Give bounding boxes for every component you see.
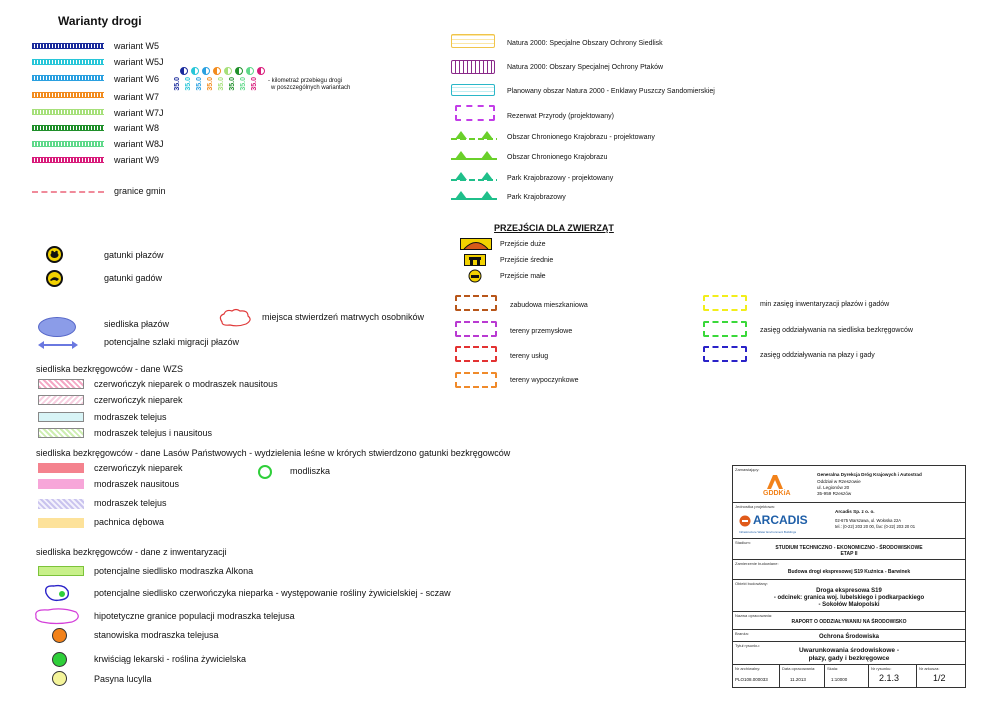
amphibian-habitat-icon (38, 317, 76, 337)
drawing-title-line2: płazy, gady i bezkręgowce (808, 655, 890, 662)
natura-label-6: Park Krajobrazowy - projektowany (507, 175, 614, 182)
pasyna-icon (52, 671, 67, 686)
inv-label-5: Pasyna lucylla (94, 674, 152, 684)
inv-blob-icon (42, 583, 72, 603)
lp-label-1: modraszek nausitous (94, 479, 180, 489)
natura-label-0: Natura 2000: Specjalne Obszary Ochrony Siedlisk (507, 40, 663, 47)
zone-label-0: zabudowa mieszkaniowa (510, 302, 588, 309)
range-swatch-2 (703, 346, 747, 362)
crossings-title: PRZEJŚCIA DLA ZWIERZĄT (494, 223, 614, 233)
variant-label-w5: wariant W5 (114, 41, 160, 51)
stadium-line2: ETAP II (840, 551, 858, 557)
tb-study: Nazwa opracowania: RAPORT O ODDZIAŁYWANIU NA ŚRODOWISKO (733, 612, 965, 630)
archive-number: PLO108.000033 (735, 677, 768, 682)
km-note-line2: w poszczególnych wariantach (271, 85, 351, 91)
variant-line-w7 (32, 92, 104, 98)
tb-designer: Jednostka projektowa: ARCADIS Infrastructure Water Environment Buildings Arcadis Sp. z o. o. 02-675 Warszawa, ul. Wołoska 22A tel.: (0-22) 203 20 00, fax: (0-22) 203 20 01 (733, 503, 965, 539)
crossing-small-icon (468, 269, 482, 283)
natura-label-2: Planowany obszar Natura 2000 - Enklawy Puszczy Sandomierskiej (507, 88, 715, 95)
variant-line-w5j (32, 59, 104, 65)
wzs-swatch-1 (38, 395, 84, 405)
telejus-site-icon (52, 628, 67, 643)
zone-swatch-3 (455, 372, 497, 388)
km-value: 35.0 (251, 77, 258, 91)
amphibian-icon (46, 246, 63, 263)
variant-label-w7j: wariant W7J (114, 108, 164, 118)
km-value: 35.0 (207, 77, 214, 91)
km-dot-icon (235, 67, 243, 75)
mating-label: miejsca stwierdzeń matrwych osobników (262, 312, 425, 322)
mating-cloud-icon (218, 308, 254, 328)
wzs-label-3: modraszek telejus i nausitous (94, 428, 213, 438)
tb-object: Obiekt budowlany: Droga ekspresowa S19 - odcinek: granica woj. lubelskiego i podkarpackiego - Sokołów Małopolski (733, 580, 965, 612)
zone-swatch-0 (455, 295, 497, 311)
tb-branch: Branża: Ochrona Środowiska (733, 630, 965, 642)
inv-label-3: stanowiska modraszka telejusa (94, 630, 219, 640)
amphibian-habitat-label: siedliska płazów (104, 319, 170, 329)
km-dot-icon (246, 67, 254, 75)
variant-line-w9 (32, 157, 104, 163)
sheet-number: 1/2 (933, 673, 946, 683)
arcadis-tel: tel.: (0-22) 203 20 00, fax: (0-22) 203 20 01 (835, 524, 916, 529)
inv-label-4: krwiściąg lekarski - roślina żywicielska (94, 654, 247, 664)
km-value: 35.0 (185, 77, 192, 91)
variant-label-w6: wariant W6 (114, 74, 160, 84)
km-value: 35.0 (196, 77, 203, 91)
crossing-label-2: Przejście małe (500, 273, 546, 280)
migration-arrow-icon (38, 340, 78, 350)
date-value: 11.2013 (790, 677, 806, 682)
wzs-swatch-2 (38, 412, 84, 422)
amphibian-label: gatunki płazów (104, 250, 164, 260)
km-dot-icon (180, 67, 188, 75)
inv-label-2: hipotetyczne granice populacji modraszka telejusa (94, 611, 295, 621)
lp-swatch-3 (38, 518, 84, 528)
inv-swatch-0 (38, 566, 84, 576)
km-value: 35.0 (229, 77, 236, 91)
range-swatch-0 (703, 295, 747, 311)
zone-label-2: tereny usług (510, 353, 549, 360)
reptile-icon (46, 270, 63, 287)
variant-label-w7: wariant W7 (114, 92, 160, 102)
natura-label-3: Rezerwat Przyrody (projektowany) (507, 113, 614, 120)
range-label-1: zasięg oddziaływania na siedliska bezkręgowców (760, 327, 913, 334)
crossing-medium-icon (464, 254, 486, 266)
drawing-title-line1: Uwarunkowania środowiskowe - (798, 647, 900, 654)
natura-label-7: Park Krajobrazowy (507, 194, 566, 201)
km-dot-icon (224, 67, 232, 75)
reptile-label: gatunki gadów (104, 273, 163, 283)
project-name: Budowa drogi ekspresowej S19 Kuźnica - Barwinek (787, 569, 911, 575)
gddkia-logo-icon (763, 473, 785, 489)
arcadis-addr: 02-675 Warszawa, ul. Wołoska 22A (835, 518, 902, 523)
lp-label-2: modraszek telejus (94, 498, 167, 508)
crossing-label-1: Przejście średnie (500, 257, 554, 264)
zone-label-3: tereny wypoczynkowe (510, 377, 579, 384)
lp-label-0: czerwończyk nieparek (94, 463, 183, 473)
ock-icon (451, 148, 497, 160)
arcadis-name: Arcadis Sp. z o. o. (835, 509, 875, 514)
lp-swatch-0 (38, 463, 84, 473)
gddkia-addr2: ul. Legionów 20 (817, 485, 850, 490)
km-note-line1: - kilometraż przebiegu drogi (268, 78, 343, 84)
footer-cell-sheet: Nr arkusza: 1/2 (919, 666, 946, 683)
natura-oso-swatch (451, 60, 495, 74)
tb-stadium: Stadium: STUDIUM TECHNICZNO - EKONOMICZNO - ŚRODOWISKOWE ETAP II (733, 539, 965, 560)
title-block (732, 465, 966, 688)
crossing-label-0: Przejście duże (500, 241, 546, 248)
tb-drawing-title: Tytuł rysunku: Uwarunkowania środowiskowe - płazy, gady i bezkręgowce (733, 642, 965, 665)
lp-label-3: pachnica dębowa (94, 517, 165, 527)
wzs-swatch-0 (38, 379, 84, 389)
modliszka-label: modliszka (290, 466, 331, 476)
variant-line-w8 (32, 125, 104, 131)
gddkia-addr3: 35-959 Rzeszów (817, 491, 852, 496)
range-swatch-1 (703, 321, 747, 337)
arcadis-logo-icon (739, 515, 751, 527)
wzs-swatch-3 (38, 428, 84, 438)
migration-label: potencjalne szlaki migracji płazów (104, 337, 240, 347)
gddkia-name: Generalna Dyrekcja Dróg Krajowych i Autostrad (817, 472, 922, 477)
object-line2: - odcinek: granica woj. lubelskiego i podkarpackiego (773, 595, 925, 601)
natura-label-4: Obszar Chronionego Krajobrazu - projektowany (507, 134, 655, 141)
footer-cell-archive: Nr archiwalny: PLO108.000033 (733, 665, 780, 687)
object-line1: Droga ekspresowa S19 (816, 588, 882, 594)
footer-cell-date: Data opracowania: 11.2013 (780, 665, 825, 687)
legend-title: Warianty drogi (58, 14, 142, 28)
inv-label-0: potencjalne siedlisko modraszka Alkona (94, 566, 254, 576)
footer-cell-drawing-no: Nr rysunku: 2.1.3 (869, 665, 917, 687)
variant-line-w5 (32, 43, 104, 49)
object-line3: - Sokołów Małopolski (818, 602, 880, 608)
natura-planned-swatch (451, 84, 495, 96)
gddkia-addr1: Oddział w Rzeszowie (817, 479, 861, 484)
lp-title: siedliska bezkręgowców - dane Lasów Państwowych - wydzielenia leśne w krórych stwierdzono gatunki bezkręgowców (36, 448, 511, 458)
zone-swatch-1 (455, 321, 497, 337)
km-dot-icon (202, 67, 210, 75)
arcadis-tag: Infrastructure Water Environment Buildings (739, 530, 797, 534)
study-name: RAPORT O ODDZIAŁYWANIU NA ŚRODOWISKO (791, 619, 907, 625)
variant-line-w6 (32, 75, 104, 81)
branch-name: Ochrona Środowiska (818, 634, 879, 640)
zone-label-1: tereny przemysłowe (510, 328, 573, 335)
crossing-large-icon (460, 238, 492, 250)
park-icon (451, 188, 497, 200)
natura-soo-swatch (451, 34, 495, 48)
park-projected-icon (451, 169, 497, 181)
wzs-label-2: modraszek telejus (94, 412, 167, 422)
tb-footer (733, 665, 965, 687)
ock-projected-icon (451, 128, 497, 140)
lp-swatch-1 (38, 479, 84, 489)
inv-label-1: potencjalne siedlisko czerwończyka nieparka - występowanie rośliny żywicielskiej - sczaw (94, 588, 451, 598)
km-dot-icon (257, 67, 265, 75)
variant-label-w9: wariant W9 (114, 155, 160, 165)
inv-boundary-icon (32, 606, 82, 626)
krwisciag-icon (52, 652, 67, 667)
variant-label-w8: wariant W8 (114, 123, 160, 133)
tb-investor: Zamawiający: GDDKiA Generalna Dyrekcja Dróg Krajowych i Autostrad Oddział w Rzeszowie ul. Legionów 20 35-959 Rzeszów (733, 466, 965, 503)
lp-swatch-2 (38, 499, 84, 509)
drawing-number: 2.1.3 (879, 673, 900, 683)
km-dot-icon (191, 67, 199, 75)
modliszka-icon (258, 465, 272, 479)
wzs-title: siedliska bezkręgowców - dane WZS (36, 364, 184, 374)
tb-project: Zamierzenie budowlane: Budowa drogi ekspresowej S19 Kuźnica - Barwinek (733, 560, 965, 580)
km-dot-icon (213, 67, 221, 75)
zone-swatch-2 (455, 346, 497, 362)
range-label-0: min zasięg inwentaryzacji płazów i gadów (760, 301, 890, 308)
footer-cell-scale: Skala: 1:10000 (825, 665, 869, 687)
stadium-line1: STUDIUM TECHNICZNO - EKONOMICZNO - ŚRODOWISKOWE (775, 545, 923, 551)
variant-line-w7j (32, 109, 104, 115)
gddkia-logo-text: GDDKiA (763, 490, 791, 497)
km-value: 35.0 (218, 77, 225, 91)
natura-label-1: Natura 2000: Obszary Specjalnej Ochrony Ptaków (507, 64, 664, 71)
arcadis-logo-text: ARCADIS (753, 513, 808, 527)
gmin-line (32, 191, 104, 193)
wzs-label-1: czerwończyk nieparek (94, 395, 183, 405)
range-label-2: zasięg oddziaływania na płazy i gady (760, 352, 875, 359)
gmin-label: granice gmin (114, 186, 166, 196)
reserve-swatch (455, 105, 495, 121)
variant-label-w8j: wariant W8J (114, 139, 164, 149)
variant-line-w8j (32, 141, 104, 147)
inv-title: siedliska bezkręgowców - dane z inwentaryzacji (36, 547, 227, 557)
variant-label-w5j: wariant W5J (114, 57, 164, 67)
natura-label-5: Obszar Chronionego Krajobrazu (507, 154, 608, 161)
km-value: 35.0 (174, 77, 181, 91)
km-value: 35.0 (240, 77, 247, 91)
wzs-label-0: czerwończyk nieparek o modraszek nausitous (94, 379, 278, 389)
scale-value: 1:10000 (831, 677, 848, 682)
